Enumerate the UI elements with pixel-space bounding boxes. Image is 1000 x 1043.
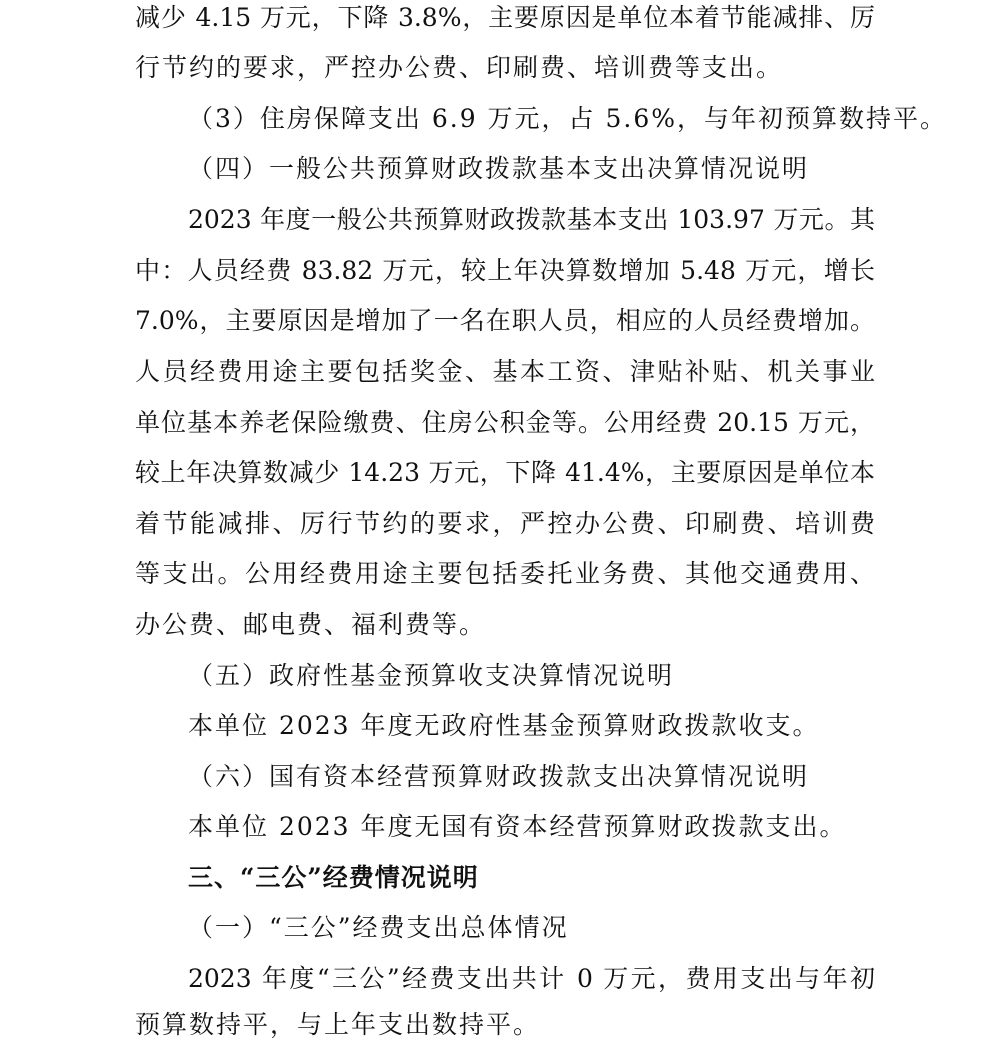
paragraph-line: 办公费、邮电费、福利费等。: [135, 610, 487, 639]
section-heading: （六）国有资本经营预算财政拨款支出决算情况说明: [188, 762, 810, 791]
paragraph-line: 中：人员经费 83.82 万元，较上年决算数增加 5.48 万元，增长: [135, 256, 875, 285]
section-heading: （五）政府性基金预算收支决算情况说明: [188, 661, 675, 690]
paragraph-line: 本单位 2023 年度无政府性基金预算财政拨款收支。: [188, 711, 820, 740]
paragraph-line: 单位基本养老保险缴费、住房公积金等。公用经费 20.15 万元，: [135, 408, 875, 437]
paragraph-line: 人员经费用途主要包括奖金、基本工资、津贴补贴、机关事业: [135, 357, 875, 386]
section-heading: （四）一般公共预算财政拨款基本支出决算情况说明: [188, 154, 810, 183]
paragraph-line: 行节约的要求，严控办公费、印刷费、培训费等支出。: [135, 53, 784, 82]
paragraph-line: 本单位 2023 年度无国有资本经营预算财政拨款支出。: [188, 812, 847, 841]
paragraph-line: （3）住房保障支出 6.9 万元，占 5.6%，与年初预算数持平。: [188, 104, 948, 133]
paragraph-line: 减少 4.15 万元，下降 3.8%，主要原因是单位本着节能减排、厉: [135, 3, 875, 32]
paragraph-line: 着节能减排、厉行节约的要求，严控办公费、印刷费、培训费: [135, 509, 875, 538]
chapter-heading: 三、“三公”经费情况说明: [188, 863, 479, 892]
paragraph-line: 7.0%，主要原因是增加了一名在职人员，相应的人员经费增加。: [135, 306, 875, 335]
section-heading: （一）“三公”经费支出总体情况: [188, 913, 569, 942]
paragraph-line: 2023 年度“三公”经费支出共计 0 万元，费用支出与年初: [188, 964, 875, 993]
paragraph-line: 较上年决算数减少 14.23 万元，下降 41.4%，主要原因是单位本: [135, 458, 875, 487]
paragraph-line: 预算数持平，与上年支出数持平。: [135, 1010, 541, 1039]
paragraph-line: 等支出。公用经费用途主要包括委托业务费、其他交通费用、: [135, 559, 875, 588]
paragraph-line: 2023 年度一般公共预算财政拨款基本支出 103.97 万元。其: [188, 205, 875, 234]
